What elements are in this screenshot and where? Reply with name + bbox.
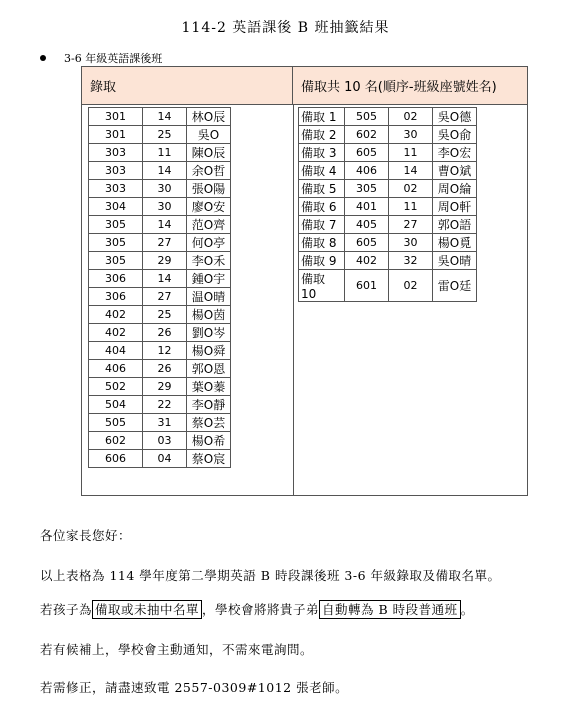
rank-cell: 備取 4 [299,162,345,180]
class-cell: 505 [345,108,389,126]
boxed-transfer-text: 自動轉為 B 時段普通班 [319,600,461,619]
table-row [89,270,231,288]
seat-cell: 04 [143,450,187,468]
class-cell: 402 [89,324,143,342]
note-line-3: 若有候補上，學校會主動通知，不需來電詢問。 [40,642,314,657]
table-row [89,306,231,324]
seat-cell: 26 [143,360,187,378]
seat-cell: 29 [143,252,187,270]
table-row [299,216,477,234]
class-cell: 602 [89,432,143,450]
name-cell: 吳O晴 [433,252,477,270]
table-row [89,234,231,252]
class-cell: 406 [89,360,143,378]
name-cell: 郭O恩 [187,360,231,378]
name-cell: 廖O安 [187,198,231,216]
name-cell: 蔡O芸 [187,414,231,432]
name-cell: 陳O辰 [187,144,231,162]
seat-cell: 31 [143,414,187,432]
admitted-header: 錄取 [82,67,293,105]
class-cell: 305 [89,234,143,252]
name-cell: 楊O希 [187,432,231,450]
name-cell: 李O靜 [187,396,231,414]
seat-cell: 14 [143,162,187,180]
page-title: 114-2 英語課後 B 班抽籤結果 [181,20,390,36]
seat-cell: 22 [143,396,187,414]
class-cell: 505 [89,414,143,432]
seat-cell: 02 [389,270,433,302]
note-line-2-pre: 若孩子為 [40,602,93,617]
section-label: 3-6 年級英語課後班 [64,52,163,65]
table-row [89,252,231,270]
seat-cell: 26 [143,324,187,342]
seat-cell: 30 [143,198,187,216]
table-row [89,324,231,342]
class-cell: 402 [345,252,389,270]
class-cell: 406 [345,162,389,180]
seat-cell: 25 [143,126,187,144]
bullet-icon [40,55,46,61]
table-row [299,162,477,180]
name-cell: 余O哲 [187,162,231,180]
seat-cell: 11 [389,144,433,162]
seat-cell: 02 [389,108,433,126]
class-cell: 306 [89,270,143,288]
class-cell: 305 [89,216,143,234]
name-cell: 劉O岑 [187,324,231,342]
class-cell: 304 [89,198,143,216]
name-cell: 楊O茵 [187,306,231,324]
rank-cell: 備取 2 [299,126,345,144]
seat-cell: 02 [389,180,433,198]
class-cell: 502 [89,378,143,396]
seat-cell: 32 [389,252,433,270]
name-cell: 曹O斌 [433,162,477,180]
note-line-4: 若需修正，請盡速致電 2557-0309#1012 張老師。 [40,680,349,695]
table-row [89,342,231,360]
boxed-waitlist-text: 備取或未抽中名單 [92,600,202,619]
name-cell: 范O齊 [187,216,231,234]
table-row [299,252,477,270]
name-cell: 葉O蓁 [187,378,231,396]
seat-cell: 27 [143,234,187,252]
name-cell: 李O禾 [187,252,231,270]
table-row [89,360,231,378]
note-line-2 [40,600,474,618]
admitted-list [88,107,231,468]
name-cell: 温O晴 [187,288,231,306]
table-row [89,126,231,144]
table-row [89,180,231,198]
table-row [89,198,231,216]
table-row [299,108,477,126]
column-divider [293,105,294,495]
class-cell: 303 [89,180,143,198]
seat-cell: 30 [143,180,187,198]
class-cell: 504 [89,396,143,414]
class-cell: 404 [89,342,143,360]
name-cell: 張O陽 [187,180,231,198]
note-line-1: 以上表格為 114 學年度第二學期英語 B 時段課後班 3-6 年級錄取及備取名單。 [40,568,501,583]
name-cell: 周O軒 [433,198,477,216]
class-cell: 602 [345,126,389,144]
class-cell: 601 [345,270,389,302]
section-heading [40,50,162,66]
seat-cell: 27 [389,216,433,234]
table-row [89,432,231,450]
rank-cell: 備取 7 [299,216,345,234]
class-cell: 605 [345,234,389,252]
results-table [81,66,528,496]
class-cell: 606 [89,450,143,468]
class-cell: 401 [345,198,389,216]
seat-cell: 11 [389,198,433,216]
name-cell: 吳O德 [433,108,477,126]
waitlist-header: 備取共 10 名(順序-班級座號姓名) [293,67,527,105]
table-row [89,414,231,432]
seat-cell: 14 [389,162,433,180]
class-cell: 301 [89,108,143,126]
name-cell: 吳O [187,126,231,144]
name-cell: 吳O俞 [433,126,477,144]
table-row [89,450,231,468]
seat-cell: 30 [389,126,433,144]
name-cell: 楊O舜 [187,342,231,360]
seat-cell: 14 [143,270,187,288]
seat-cell: 03 [143,432,187,450]
table-row [89,162,231,180]
note-line-2-mid: ，學校會將將貴子弟 [202,602,320,617]
table-row [299,234,477,252]
seat-cell: 14 [143,108,187,126]
name-cell: 周O綸 [433,180,477,198]
rank-cell: 備取 6 [299,198,345,216]
class-cell: 305 [89,252,143,270]
table-row [299,180,477,198]
class-cell: 301 [89,126,143,144]
class-cell: 303 [89,144,143,162]
name-cell: 鍾O宇 [187,270,231,288]
table-row [89,288,231,306]
table-row [299,144,477,162]
seat-cell: 27 [143,288,187,306]
name-cell: 郭O語 [433,216,477,234]
class-cell: 305 [345,180,389,198]
rank-cell: 備取 10 [299,270,345,302]
table-row [299,198,477,216]
table-row [89,144,231,162]
table-row [299,270,477,302]
name-cell: 雷O廷 [433,270,477,302]
waitlist-list [298,107,477,302]
seat-cell: 25 [143,306,187,324]
seat-cell: 11 [143,144,187,162]
class-cell: 402 [89,306,143,324]
greeting: 各位家長您好： [40,528,132,543]
table-row [89,216,231,234]
rank-cell: 備取 9 [299,252,345,270]
note-line-2-post: 。 [460,602,474,617]
seat-cell: 14 [143,216,187,234]
name-cell: 楊O覓 [433,234,477,252]
rank-cell: 備取 5 [299,180,345,198]
table-row [89,108,231,126]
name-cell: 蔡O宸 [187,450,231,468]
seat-cell: 30 [389,234,433,252]
table-row [89,396,231,414]
table-row [89,378,231,396]
table-row [299,126,477,144]
name-cell: 何O亭 [187,234,231,252]
rank-cell: 備取 3 [299,144,345,162]
seat-cell: 29 [143,378,187,396]
rank-cell: 備取 8 [299,234,345,252]
name-cell: 林O辰 [187,108,231,126]
class-cell: 605 [345,144,389,162]
class-cell: 306 [89,288,143,306]
name-cell: 李O宏 [433,144,477,162]
rank-cell: 備取 1 [299,108,345,126]
class-cell: 405 [345,216,389,234]
class-cell: 303 [89,162,143,180]
seat-cell: 12 [143,342,187,360]
